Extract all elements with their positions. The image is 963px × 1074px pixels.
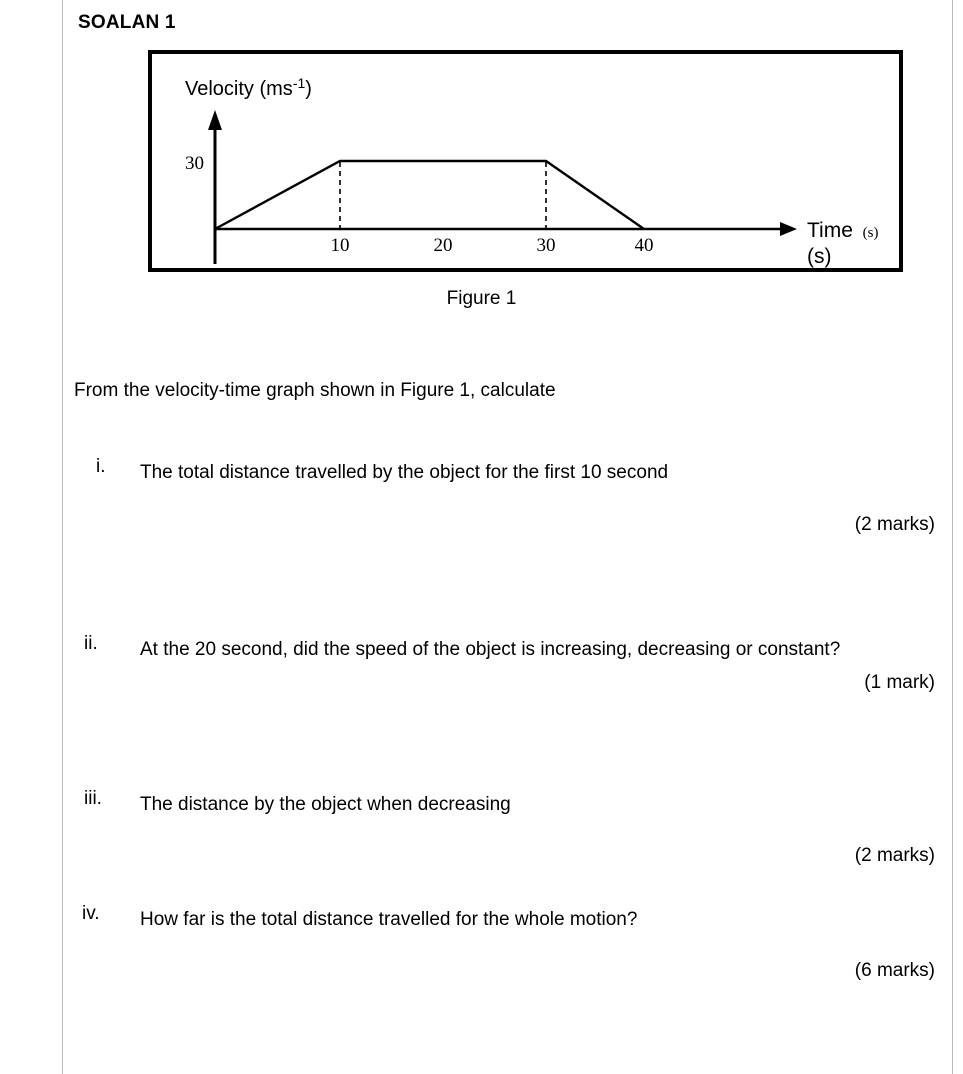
question-number-ii: ii. <box>84 633 98 654</box>
figure-caption: Figure 1 <box>446 288 517 309</box>
question-text-ii: At the 20 second, did the speed of the object is increasing, decreasing or constant? <box>140 639 841 660</box>
figure-box <box>148 50 903 272</box>
page-margin-rule-left <box>62 0 63 1074</box>
x-axis-title-unit-small: (s) <box>858 225 879 241</box>
page-title: SOALAN 1 <box>78 12 176 33</box>
question-number-iv: iv. <box>82 903 100 924</box>
page-margin-rule-right <box>952 0 953 1074</box>
y-axis-arrowhead <box>208 110 222 130</box>
question-marks-i: (2 marks) <box>854 514 935 535</box>
velocity-trace <box>215 161 644 229</box>
x-axis-title-second-line: (s) <box>807 245 832 268</box>
figure-caption-row <box>0 288 963 310</box>
question-number-iii: iii. <box>84 788 102 809</box>
y-axis-title-main: Velocity (ms <box>185 78 293 100</box>
x-axis-arrowhead <box>780 222 797 236</box>
y-axis-title-tail: ) <box>305 78 312 100</box>
y-axis-title <box>185 75 312 100</box>
x-tick-label-40: 40 <box>634 235 654 256</box>
velocity-time-graph <box>152 54 899 268</box>
question-text-i: The total distance travelled by the object for the first 10 second <box>140 462 669 483</box>
question-marks-iii: (2 marks) <box>854 845 935 866</box>
x-axis-title-main: Time <box>807 219 853 242</box>
x-axis-title <box>807 219 878 242</box>
x-tick-label-20: 20 <box>433 235 453 256</box>
question-number-i: i. <box>96 456 106 477</box>
instruction-text: From the velocity-time graph shown in Figure 1, calculate <box>74 380 556 401</box>
question-marks-iv: (6 marks) <box>854 960 935 981</box>
x-tick-label-10: 10 <box>330 235 350 256</box>
question-marks-ii: (1 mark) <box>864 672 935 693</box>
x-tick-label-30: 30 <box>536 235 556 256</box>
question-text-iv: How far is the total distance travelled for the whole motion? <box>140 909 638 930</box>
question-text-iii: The distance by the object when decreasing <box>140 794 511 815</box>
y-tick-label-30: 30 <box>185 153 204 174</box>
y-axis-title-superscript: -1 <box>292 75 306 91</box>
